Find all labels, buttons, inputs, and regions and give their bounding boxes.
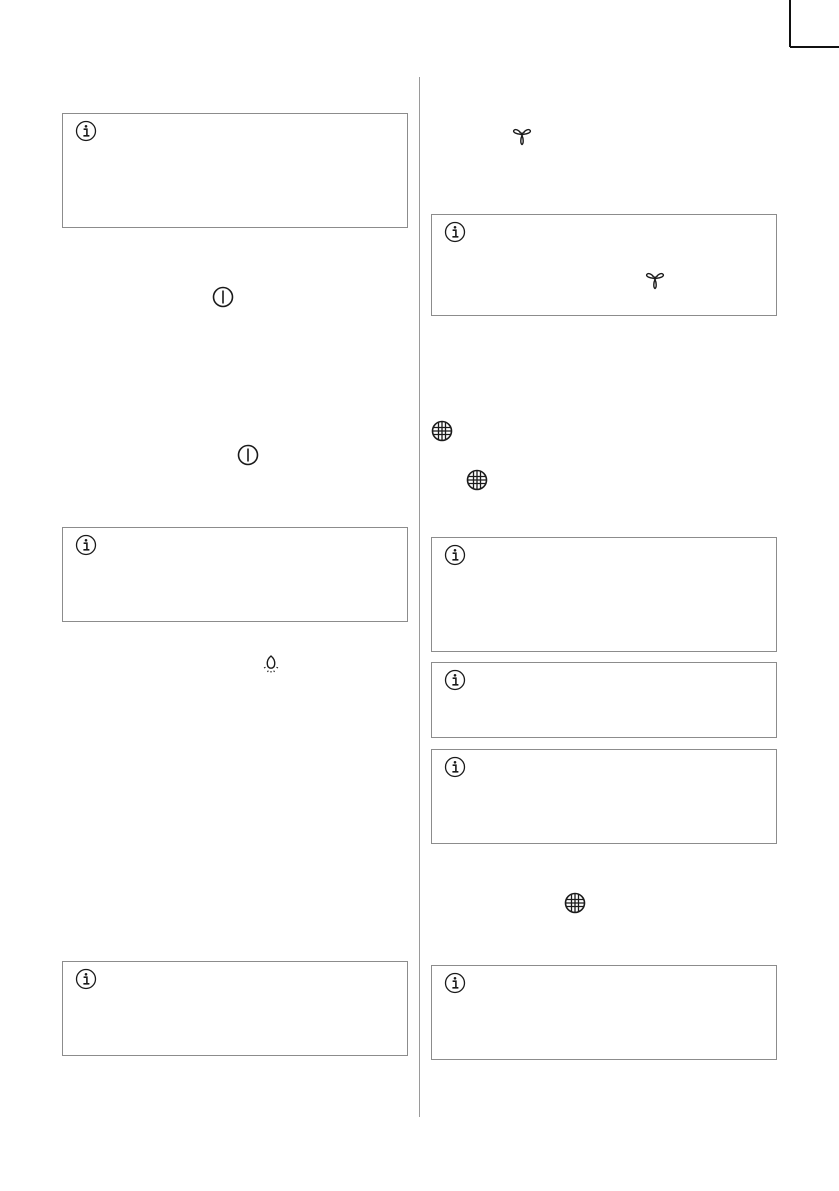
info-icon bbox=[75, 120, 97, 142]
info-icon bbox=[444, 669, 466, 691]
power-icon bbox=[237, 444, 259, 466]
info-note-box bbox=[431, 749, 777, 844]
info-icon bbox=[444, 972, 466, 994]
grease-filter-icon bbox=[431, 420, 453, 442]
info-icon bbox=[444, 756, 466, 778]
info-icon bbox=[75, 534, 97, 556]
fan-icon bbox=[510, 124, 534, 148]
info-note-box bbox=[431, 537, 777, 652]
info-icon bbox=[75, 968, 97, 990]
grease-filter-icon bbox=[466, 469, 488, 491]
crop-mark-horizontal bbox=[790, 46, 839, 48]
info-note-box bbox=[431, 662, 777, 738]
info-note-box bbox=[431, 214, 777, 316]
crop-mark-vertical bbox=[789, 0, 791, 47]
power-icon bbox=[212, 286, 234, 308]
info-icon bbox=[444, 221, 466, 243]
info-icon bbox=[444, 544, 466, 566]
info-note-box bbox=[62, 113, 408, 228]
column-divider bbox=[419, 77, 420, 1117]
grease-filter-icon bbox=[564, 892, 586, 914]
info-note-box bbox=[62, 961, 408, 1056]
fan-icon bbox=[643, 268, 667, 292]
light-bulb-icon bbox=[259, 652, 283, 676]
info-note-box bbox=[431, 965, 777, 1060]
info-note-box bbox=[62, 527, 408, 622]
